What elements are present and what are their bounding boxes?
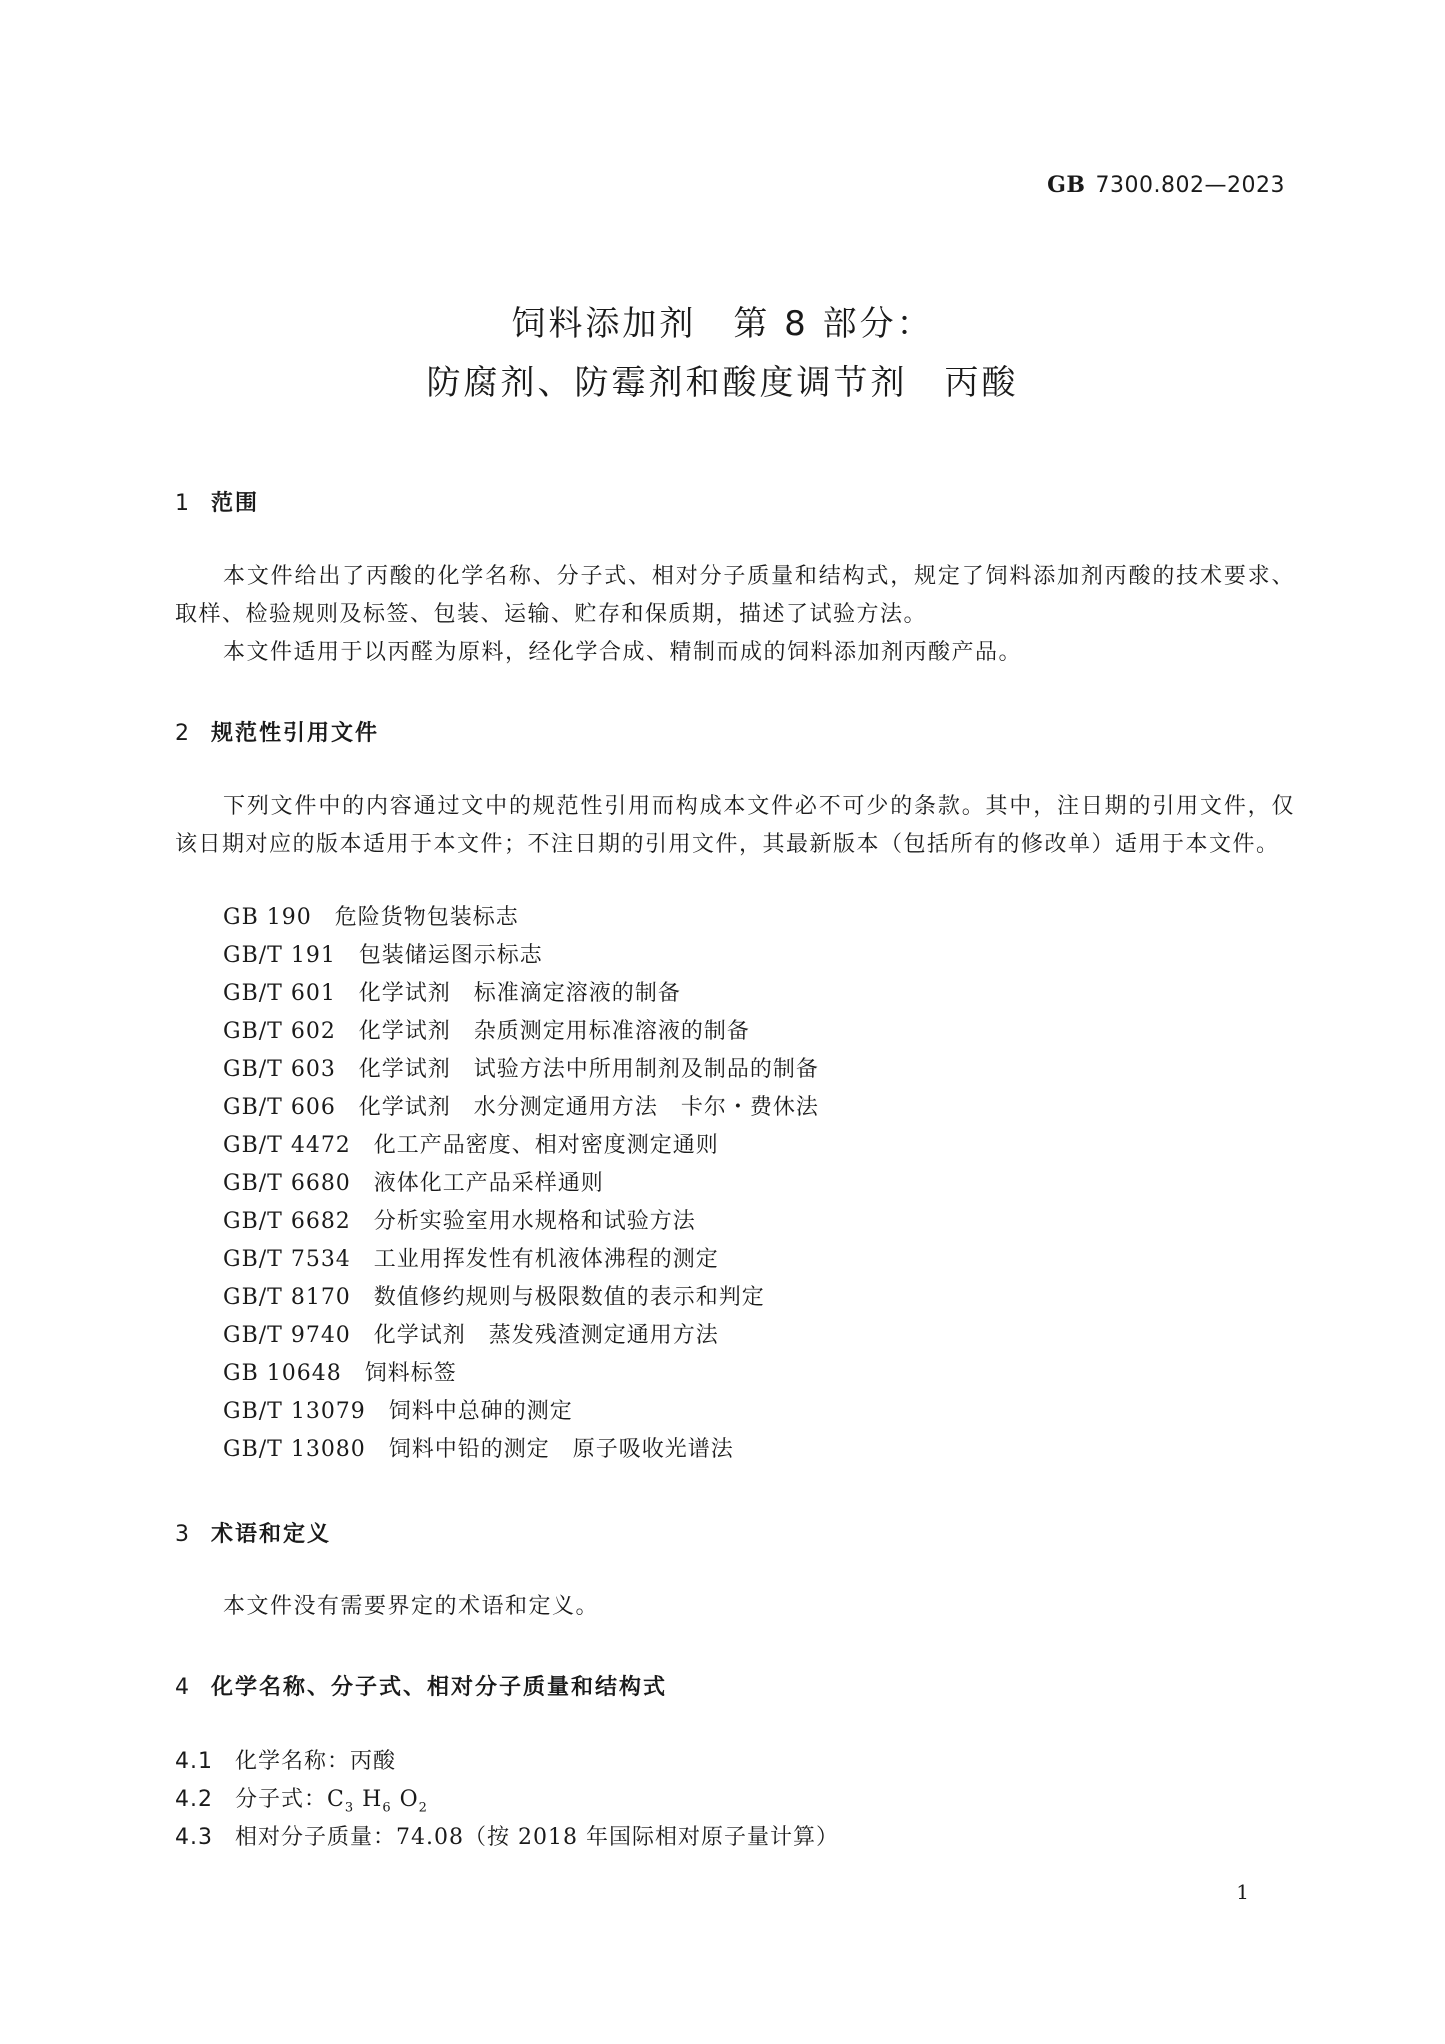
reference-item: GB/T 9740 化学试剂 蒸发残渣测定通用方法 [223, 1323, 719, 1348]
reference-item: GB 10648 饲料标签 [223, 1361, 457, 1386]
reference-item: GB/T 6682 分析实验室用水规格和试验方法 [223, 1209, 696, 1234]
molecular-formula: $C_3$ $H_6$ $O_2$ [327, 1787, 428, 1816]
standard-code [1047, 172, 1285, 198]
reference-item: GB/T 606 化学试剂 水分测定通用方法 卡尔・费休法 [223, 1095, 819, 1120]
clause-4-2: 4.2 分子式：$C_3$ $H_6$ $O_2$ [175, 1787, 428, 1816]
document-title-line2: 防腐剂、防霉剂和酸度调节剂 丙酸 [426, 363, 1019, 403]
section-2-heading: 2 规范性引用文件 [175, 721, 380, 746]
reference-item: GB/T 13079 饲料中总砷的测定 [223, 1399, 573, 1424]
section-4-heading: 4 化学名称、分子式、相对分子质量和结构式 [175, 1675, 668, 1700]
section-2-paragraph-1: 下列文件中的内容通过文中的规范性引用而构成本文件必不可少的条款。其中，注日期的引用文件，仅该日期对应的版本适用于本文件；不注日期的引用文件，其最新版本（包括所有的修改单）适用于本文件。 [175, 794, 1295, 857]
section-3-paragraph-1: 本文件没有需要界定的术语和定义。 [223, 1594, 600, 1619]
reference-item: GB/T 13080 饲料中铅的测定 原子吸收光谱法 [223, 1437, 734, 1462]
clause-4-1: 4.1 化学名称：丙酸 [175, 1749, 397, 1774]
reference-item: GB/T 601 化学试剂 标准滴定溶液的制备 [223, 981, 681, 1006]
reference-item: GB/T 191 包装储运图示标志 [223, 943, 543, 968]
page-number: 1 [1236, 1880, 1249, 1904]
section-1-paragraph-1: 本文件给出了丙酸的化学名称、分子式、相对分子质量和结构式，规定了饲料添加剂丙酸的技术要求、取样、检验规则及标签、包装、运输、贮存和保质期，描述了试验方法。 [175, 564, 1295, 627]
section-1-paragraph-2: 本文件适用于以丙醛为原料，经化学合成、精制而成的饲料添加剂丙酸产品。 [223, 640, 1023, 665]
clause-4-3: 4.3 相对分子质量：74.08（按 2018 年国际相对原子量计算） [175, 1825, 839, 1850]
reference-item: GB/T 4472 化工产品密度、相对密度测定通则 [223, 1133, 719, 1158]
code-number: 7300.802—2023 [1095, 173, 1285, 198]
section-3-heading: 3 术语和定义 [175, 1522, 332, 1547]
reference-item: GB/T 603 化学试剂 试验方法中所用制剂及制品的制备 [223, 1057, 819, 1082]
reference-item: GB/T 8170 数值修约规则与极限数值的表示和判定 [223, 1285, 765, 1310]
reference-item: GB/T 7534 工业用挥发性有机液体沸程的测定 [223, 1247, 719, 1272]
reference-item: GB 190 危险货物包装标志 [223, 905, 519, 930]
reference-item: GB/T 602 化学试剂 杂质测定用标准溶液的制备 [223, 1019, 750, 1044]
code-prefix: GB [1047, 172, 1086, 198]
section-1-heading: 1 范围 [175, 491, 260, 516]
reference-item: GB/T 6680 液体化工产品采样通则 [223, 1171, 604, 1196]
document-title-line1: 饲料添加剂 第 8 部分： [511, 304, 934, 344]
